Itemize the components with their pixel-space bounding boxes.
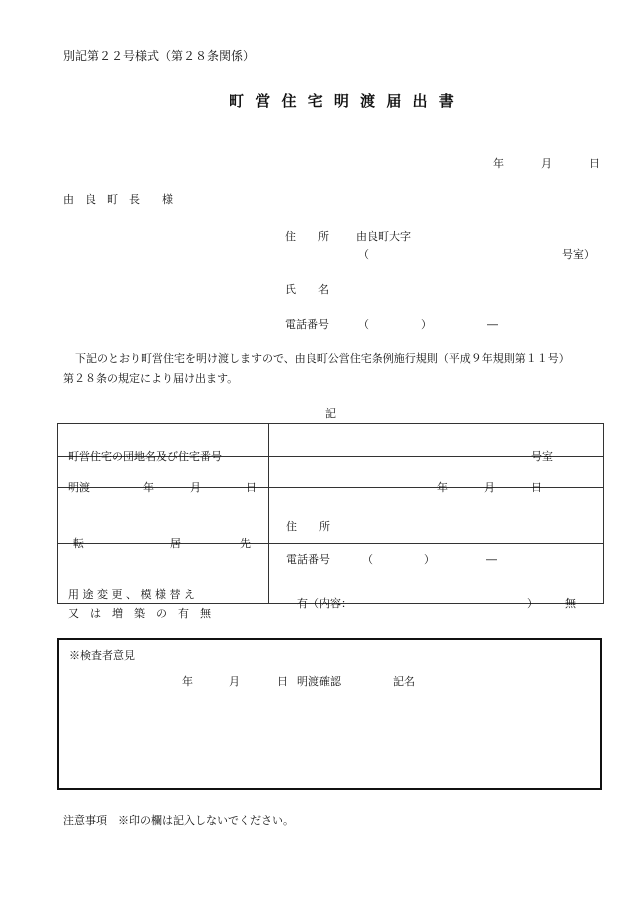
phone-label: 電話番号 <box>285 318 329 331</box>
cell-renovation-label <box>58 544 269 620</box>
vacate-day-label: 日 <box>246 481 257 494</box>
forwarding-label-3: 先 <box>240 536 251 550</box>
vacate-date-year: 年 <box>437 481 448 494</box>
inspection-day: 日 <box>277 675 288 688</box>
forwarding-phone-open: （ <box>362 552 373 566</box>
inspection-confirm: 明渡確認 <box>297 675 341 688</box>
document-title: 町 営 住 宅 明 渡 届 出 書 <box>229 92 457 110</box>
address-value: 由良町大字 <box>356 230 411 243</box>
cell-housing-label <box>58 424 269 463</box>
vacate-label: 明渡 <box>68 481 90 494</box>
renovation-yes: 有（内容： <box>297 596 352 610</box>
inspection-sign: 記名 <box>393 675 415 688</box>
address-label: 住 所 <box>285 230 329 243</box>
inspection-box[interactable] <box>57 638 602 790</box>
inspection-label: ※検査者意見 <box>69 649 135 662</box>
renovation-close: ） <box>527 596 538 610</box>
cell-forwarding-label <box>58 488 269 550</box>
forwarding-phone-label: 電話番号 <box>286 552 330 566</box>
phone-paren-close: ） <box>421 318 432 331</box>
notes: 注意事項 ※印の欄は記入しないでください。 <box>63 814 294 827</box>
forwarding-label-1: 転 <box>73 536 84 550</box>
vacate-month-label: 月 <box>190 481 201 494</box>
cell-forwarding-value[interactable] <box>269 488 604 566</box>
room-suffix-label: 号室 <box>531 450 553 463</box>
forwarding-phone-dash: ― <box>486 552 497 566</box>
table-row <box>58 544 604 604</box>
address-paren-open: （ <box>358 248 369 261</box>
vacate-date-month: 月 <box>484 481 495 494</box>
renovation-label-2: 又 は 増 築 の 有 無 <box>68 606 211 620</box>
body-line-2: 第２８条の規定により届け出ます。 <box>63 372 239 385</box>
renovation-no: 無 <box>565 596 576 610</box>
housing-label: 町営住宅の団地名及び住宅番号 <box>68 450 222 463</box>
body-line-1: 下記のとおり町営住宅を明け渡しますので、由良町公営住宅条例施行規則（平成９年規則第１１号） <box>75 352 570 365</box>
table-row <box>58 488 604 544</box>
inspection-year: 年 <box>182 675 193 688</box>
date-year: 年 <box>493 157 504 170</box>
forwarding-phone-close: ） <box>424 552 435 566</box>
room-suffix: 号室） <box>562 248 595 261</box>
renovation-label-1: 用 途 変 更 、 模 様 替 え <box>68 587 195 601</box>
addressee: 由 良 町 長 様 <box>63 193 173 206</box>
vacate-year-label: 年 <box>143 481 154 494</box>
ki-heading: 記 <box>325 407 336 420</box>
details-table <box>57 423 604 620</box>
inspection-month: 月 <box>229 675 240 688</box>
name-label: 氏 名 <box>285 283 329 296</box>
form-number: 別記第２２号様式（第２８条関係） <box>63 49 256 63</box>
cell-vacate-date[interactable] <box>269 457 604 494</box>
date-day: 日 <box>589 157 600 170</box>
forwarding-address-label: 住 所 <box>286 519 330 533</box>
vacate-date-day: 日 <box>531 481 542 494</box>
phone-paren-open: （ <box>358 318 369 331</box>
table-row <box>58 424 604 457</box>
cell-housing-value[interactable] <box>269 424 604 463</box>
date-month: 月 <box>541 157 552 170</box>
phone-dash: ― <box>487 318 498 331</box>
forwarding-label-2: 居 <box>170 536 181 550</box>
